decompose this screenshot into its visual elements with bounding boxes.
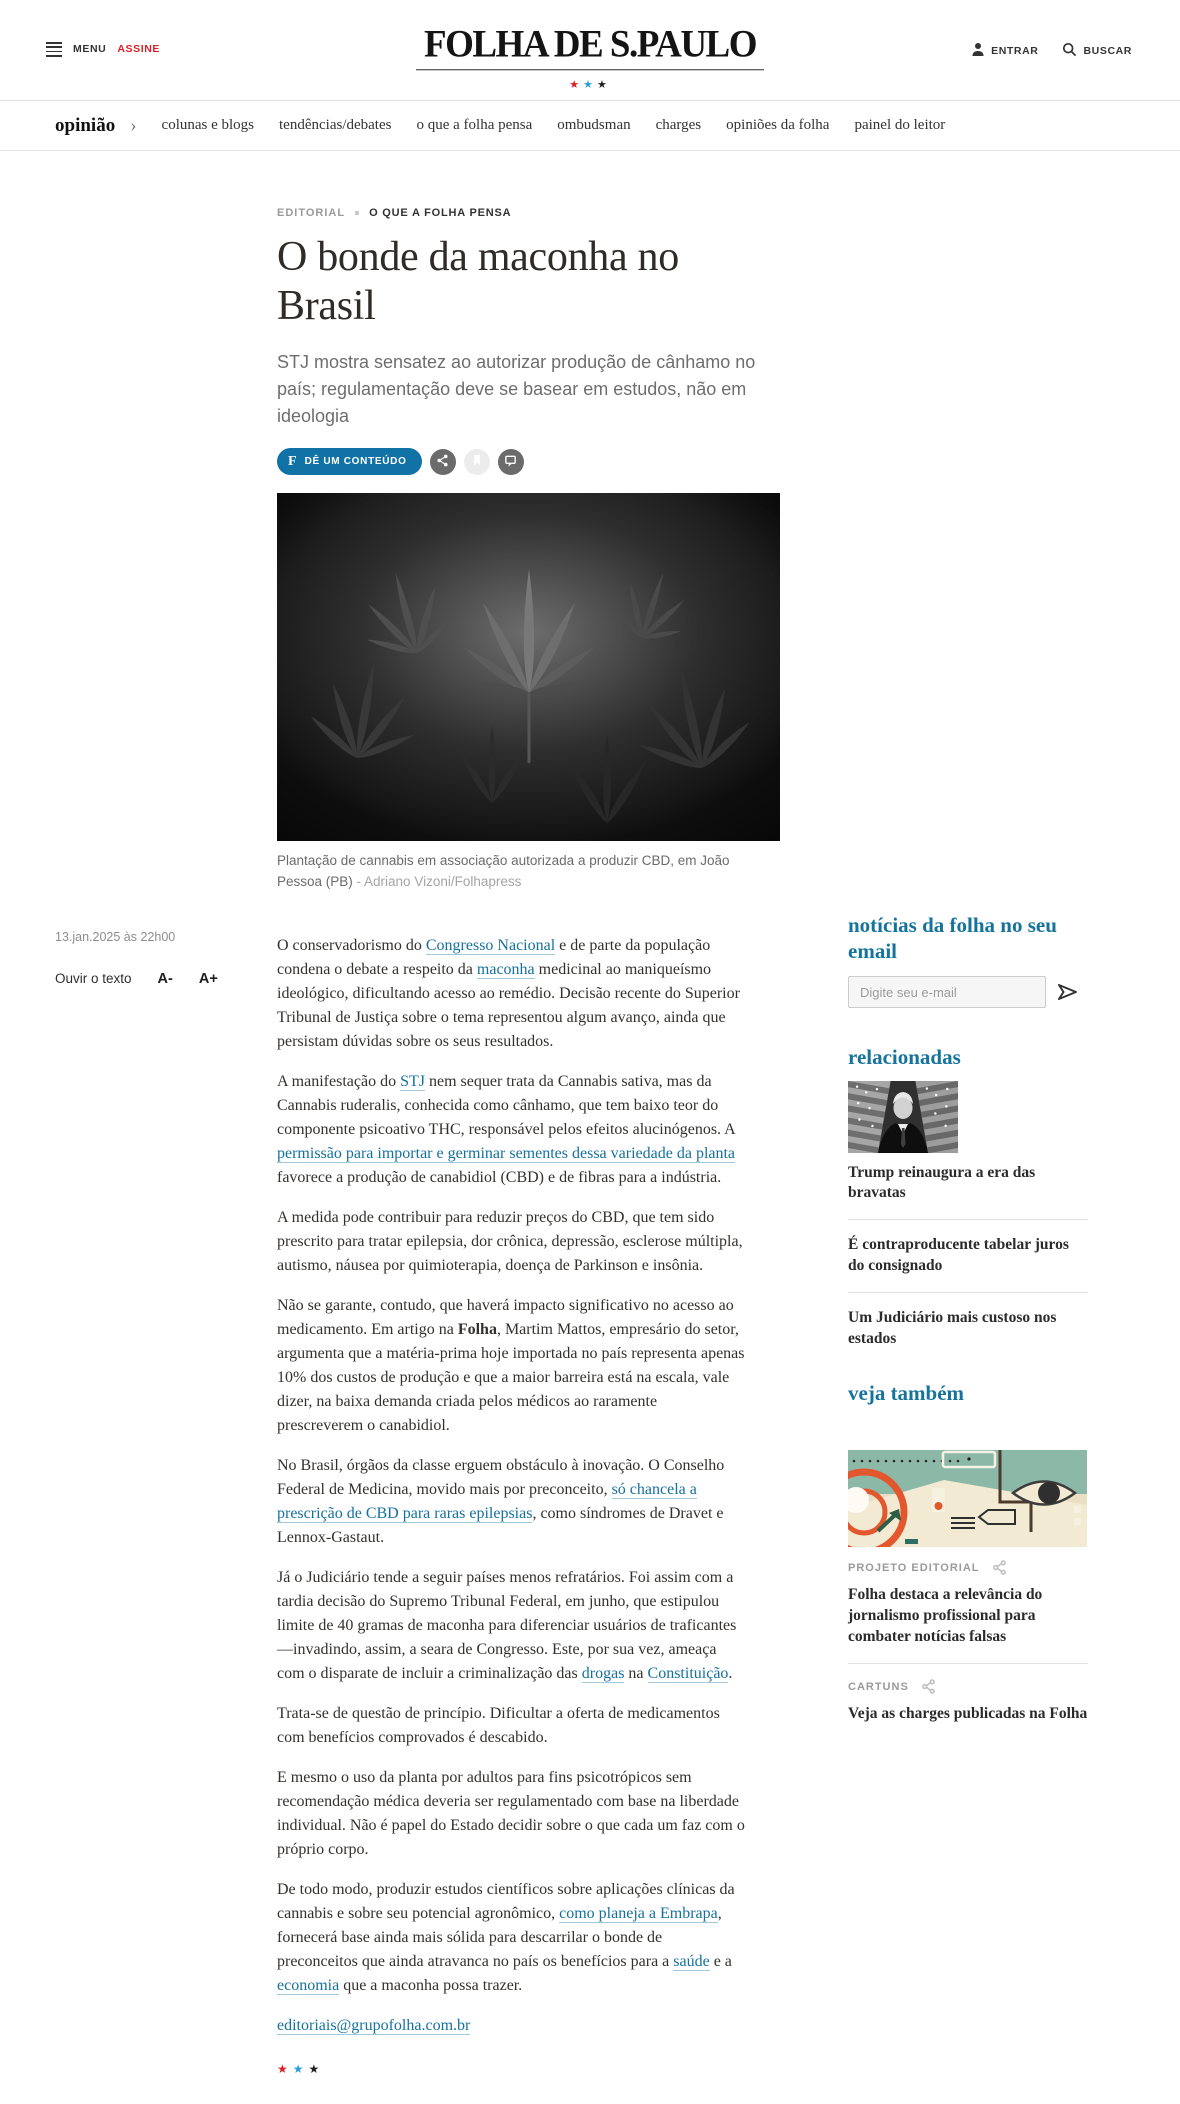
image-caption: Plantação de cannabis em associação autorizada a produzir CBD, em João Pessoa (PB) - Adriano Vizoni/Folhapress — [277, 853, 730, 889]
editorial-email-link[interactable]: editoriais@grupofolha.com.br — [277, 2016, 471, 2034]
comments-button[interactable] — [498, 449, 524, 475]
menu-button[interactable]: MENU — [73, 43, 107, 56]
body-text: A manifestação do — [277, 1072, 401, 1090]
comment-icon — [504, 454, 517, 470]
section-nav — [0, 101, 1180, 151]
see-also-card-title[interactable]: Veja as charges publicadas na Folha — [848, 1705, 1088, 1723]
body-text: O conservadorismo do — [277, 936, 426, 954]
body-text: e de parte da população condena o debate a respeito da — [277, 936, 711, 978]
listen-button[interactable]: Ouvir o texto — [55, 971, 132, 987]
body-text: , como síndromes de Dravet e Lennox-Gastaut. — [277, 1504, 724, 1546]
article-paragraph — [277, 1702, 745, 1750]
inline-link[interactable]: permissão para importar e germinar sementes dessa variedade da planta — [277, 1144, 736, 1162]
share-icon — [921, 1682, 936, 1697]
body-text: Trata-se de questão de princípio. Dificultar a oferta de medicamentos com benefícios comprovados é descabido. — [277, 1704, 720, 1746]
save-button[interactable] — [464, 449, 490, 475]
nav-item[interactable]: opiniões da folha — [726, 117, 830, 133]
nav-item[interactable]: charges — [655, 117, 702, 133]
inline-link[interactable]: drogas — [581, 1664, 625, 1682]
see-also-card-image[interactable] — [848, 1450, 1088, 1547]
star-black-icon: ★ — [596, 79, 611, 91]
gift-content-button[interactable]: F DÊ UM CONTEÚDO — [277, 448, 422, 475]
body-text: Já o Judiciário tende a seguir países menos refratários. Foi assim com a tardia decisão do Supremo Tribunal Federal, em junho, que estipulou limite de 40 gramas de maconha para diferenciar usuários de traficantes —invadindo, assim, a seara de Congresso. Este, por sua vez, ameaça com o disparate de incluir a criminalização das — [277, 1568, 737, 1682]
inline-link[interactable]: economia — [277, 1976, 340, 1994]
see-also-card-title[interactable]: Folha destaca a relevância do jornalismo profissional para combater notícias falsas — [848, 1586, 1043, 1646]
article-body-row — [0, 912, 1180, 2077]
article-paragraph — [277, 1878, 745, 1998]
article-paragraph — [277, 1070, 745, 1190]
hamburger-menu-icon[interactable] — [46, 42, 62, 57]
inline-link[interactable]: saúde — [673, 1952, 710, 1970]
nav-item[interactable]: ombudsman — [557, 117, 631, 133]
body-text: medicinal ao maniqueísmo ideológico, dificultando acesso ao remédio. Decisão recente do Superior Tribunal de Justiça sobre o tema representou algum avanço, ainda que persistam dúvidas sobre os seus resultados. — [277, 960, 740, 1050]
star-blue-icon: ★ — [583, 79, 597, 91]
body-text: , Martim Mattos, empresário do setor, argumenta que a matéria-prima hoje importada no país representa apenas 10% dos custos de produção e que a maior barreira está na escala, vale dizer, na baixa demanda criada pelos médicos ao raramente prescreverem o canabidiol. — [277, 1320, 745, 1434]
inline-link[interactable]: como planeja a Embrapa — [559, 1904, 718, 1922]
trump-photo-illustration — [848, 1081, 958, 1153]
body-text: favorece a produção de canabidiol (CBD) e de fibras para a indústria. — [277, 1168, 722, 1186]
inline-link[interactable]: Constituição — [647, 1664, 729, 1682]
article-subtitle: STJ mostra sensatez ao autorizar produção de cânhamo no país; regulamentação deve se basear em estudos, não em ideologia — [277, 352, 756, 427]
article-paragraph — [277, 1206, 745, 1278]
article-paragraph — [277, 1766, 745, 1862]
newsletter-section — [848, 912, 1088, 1009]
font-decrease-button[interactable]: A- — [157, 970, 173, 987]
article-meta — [55, 930, 230, 987]
star-red-icon: ★ — [569, 79, 584, 91]
nav-item[interactable]: painel do leitor — [854, 117, 946, 133]
inline-link[interactable]: STJ — [400, 1072, 425, 1090]
nav-items — [162, 117, 946, 134]
body-text: E mesmo o uso da planta por adultos para fins psicotrópicos sem recomendação médica deveria ser regulamentado com base na liberdade individual. Não é papel do Estado decidir sobre o que cada um faz com o próprio corpo. — [277, 1768, 745, 1858]
article-body — [277, 926, 745, 2077]
end-stars — [277, 2062, 745, 2077]
search-icon — [1062, 42, 1077, 60]
article-paragraph — [277, 1294, 745, 1438]
see-also-section — [848, 1380, 1088, 1725]
logo-stars — [416, 78, 764, 91]
body-text: e a — [709, 1952, 732, 1970]
logo-link[interactable] — [416, 22, 764, 67]
body-text: . — [728, 1664, 733, 1682]
body-text: No Brasil, órgãos da classe erguem obstáculo à inovação. O Conselho Federal de Medicina, movido mais por preconceito, — [277, 1456, 725, 1498]
share-icon — [436, 454, 449, 470]
entrar-button[interactable]: ENTRAR — [971, 42, 1038, 60]
article-head — [277, 151, 780, 892]
body-text: na — [624, 1664, 648, 1682]
inline-link[interactable]: só chancela a prescrição de CBD para raras epilepsias — [277, 1480, 697, 1522]
related-item-title[interactable]: Um Judiciário mais custoso nos estados — [848, 1309, 1057, 1348]
divider — [848, 1292, 1088, 1293]
masthead — [416, 22, 764, 91]
newsletter-send-button[interactable] — [1055, 982, 1079, 1002]
kicker-editorial-link[interactable]: EDITORIAL — [277, 207, 346, 219]
newsletter-form — [848, 976, 1088, 1008]
cannabis-photo-illustration — [277, 493, 780, 841]
article-paragraphs — [277, 934, 745, 1998]
article-main — [0, 151, 1180, 2077]
card-kicker-row — [848, 1560, 1088, 1575]
nav-section-opiniao[interactable]: opinião — [55, 114, 116, 136]
card-kicker-link[interactable]: PROJETO EDITORIAL — [848, 1561, 980, 1574]
article-kicker — [277, 207, 780, 219]
card-kicker-row — [848, 1679, 1088, 1694]
star-red-icon: ★ — [277, 2061, 293, 2076]
sidebar — [848, 912, 1088, 1725]
font-increase-button[interactable]: A+ — [198, 970, 218, 987]
editorial-project-illustration — [848, 1450, 1087, 1547]
article-title: O bonde da maconha no Brasil — [277, 234, 679, 330]
share-button[interactable] — [992, 1560, 1007, 1575]
share-button[interactable] — [921, 1679, 936, 1694]
related-item-title[interactable]: Trump reinaugura a era das bravatas — [848, 1163, 1036, 1202]
person-icon — [971, 42, 985, 60]
body-text: nem sequer trata da Cannabis sativa, mas da Cannabis ruderalis, conhecida como cânhamo, que tem baixo teor do componente psicoativo THC, responsável pelos efeitos alucinógenos. A — [277, 1072, 735, 1138]
share-icon — [992, 1563, 1007, 1578]
related-section — [848, 1044, 1088, 1350]
nav-item[interactable]: tendências/debates — [279, 117, 392, 133]
publish-date: 13.jan.2025 às 22h00 — [55, 929, 176, 944]
chevron-right-icon: › — [130, 115, 137, 136]
card-kicker-link[interactable]: CARTUNS — [848, 1680, 909, 1693]
body-text: que a maconha possa trazer. — [339, 1976, 523, 1994]
body-text: , fornecerá base ainda mais sólida para descarrilar o bonde de preconceitos que ainda atravanca no país os benefícios para a — [277, 1904, 722, 1970]
newsletter-title: notícias da folha no seu email — [848, 912, 1057, 963]
assine-link[interactable]: ASSINE — [117, 43, 161, 56]
nav-item[interactable]: o que a folha pensa — [416, 117, 533, 133]
body-text: Não se garante, contudo, que haverá impacto significativo no acesso ao medicamento. Em artigo na — [277, 1296, 734, 1338]
listen-controls — [55, 971, 230, 987]
inline-link[interactable]: maconha — [476, 960, 535, 978]
dot-separator — [355, 211, 359, 215]
divider — [848, 1663, 1088, 1664]
header-left — [46, 42, 160, 57]
bold-text: Folha — [457, 1320, 497, 1338]
folha-f-icon: F — [288, 453, 297, 469]
editorial-email-row — [277, 2014, 745, 2038]
share-button[interactable] — [430, 449, 456, 475]
related-title: relacionadas — [848, 1045, 961, 1070]
related-item-title[interactable]: É contraproducente tabelar juros do consignado — [848, 1236, 1069, 1275]
newsletter-email-input[interactable] — [848, 976, 1046, 1008]
header-right — [971, 42, 1132, 60]
article-paragraph — [277, 1454, 745, 1550]
body-text: A medida pode contribuir para reduzir preços do CBD, que tem sido prescrito para tratar epilepsia, dor crônica, depressão, esclerose múltipla, autismo, náusea por quimioterapia, doença de Parkinson e insônia. — [277, 1208, 743, 1274]
article-hero-image — [277, 493, 780, 841]
bookmark-icon — [471, 454, 483, 469]
nav-item[interactable]: colunas e blogs — [161, 117, 255, 133]
star-blue-icon: ★ — [292, 2061, 309, 2076]
body-text: De todo modo, produzir estudos científicos sobre aplicações clínicas da cannabis e sobre seu potencial agronômico, — [277, 1880, 735, 1922]
article-paragraph — [277, 934, 745, 1054]
kicker-section-link[interactable]: O QUE A FOLHA PENSA — [369, 207, 512, 219]
share-row — [277, 448, 780, 475]
send-arrow-icon — [1055, 990, 1079, 1005]
article-paragraph — [277, 1566, 745, 1686]
star-black-icon: ★ — [308, 2061, 325, 2076]
site-header — [0, 0, 1180, 101]
inline-link[interactable]: Congresso Nacional — [425, 936, 556, 954]
buscar-button[interactable]: BUSCAR — [1062, 42, 1132, 60]
see-also-title: veja também — [848, 1381, 965, 1406]
photo-credit: - Adriano Vizoni/Folhapress — [352, 873, 522, 889]
related-item-image[interactable] — [848, 1081, 1074, 1153]
folha-logo: FOLHA DE S.PAULO — [416, 25, 764, 71]
divider — [848, 1219, 1088, 1220]
